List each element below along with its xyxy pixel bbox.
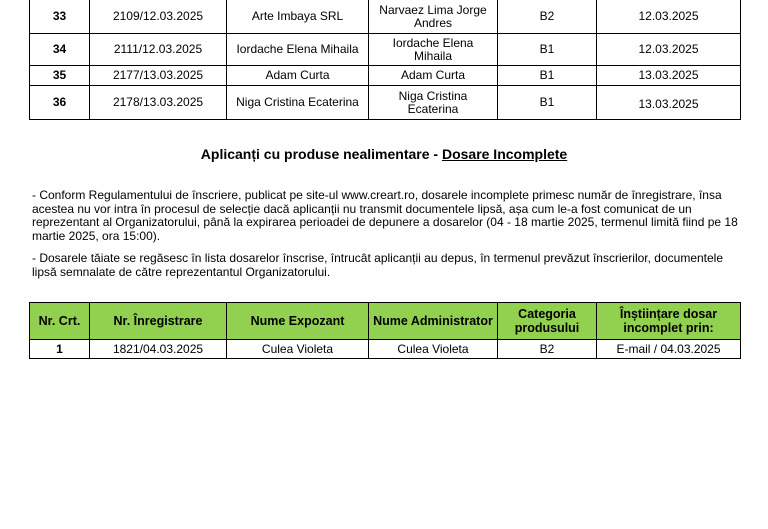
- registration-date: 12.03.2025: [597, 34, 741, 66]
- registration-number: 1821/04.03.2025: [90, 340, 227, 359]
- registered-applicants-table: [29, 0, 741, 120]
- table-row: [30, 0, 741, 34]
- header-nr: Nr. Crt.: [30, 303, 90, 340]
- header-administrator: Nume Administrator: [369, 303, 498, 340]
- registration-date: 12.03.2025: [597, 0, 741, 34]
- registration-number: 2177/13.03.2025: [90, 66, 227, 86]
- section-title-prefix: Aplicanți cu produse nealimentare -: [200, 146, 442, 162]
- table-header-row: [30, 303, 741, 340]
- product-category: B1: [498, 34, 597, 66]
- row-number: 36: [30, 86, 90, 120]
- table-row: [30, 34, 741, 66]
- exhibitor-name: Arte Imbaya SRL: [227, 0, 369, 34]
- crossed-files-paragraph: - Dosarele tăiate se regăsesc în lista dosarelor înscrise, întrucât aplicanții au depus, în termenul prevăzut înscrierilor, documentele lipsă semnalate de către reprezentantul Organizatorului.: [32, 251, 724, 279]
- registration-number: 2109/12.03.2025: [90, 0, 227, 34]
- registration-date: 13.03.2025: [597, 86, 741, 120]
- table-row: [30, 86, 741, 120]
- table-row: [30, 66, 741, 86]
- table-row: [30, 340, 741, 359]
- row-number: 33: [30, 0, 90, 34]
- exhibitor-name: Culea Violeta: [227, 340, 369, 359]
- row-number: 34: [30, 34, 90, 66]
- administrator-name: Iordache Elena Mihaila: [369, 34, 498, 66]
- section-title: [0, 146, 768, 162]
- exhibitor-name: Iordache Elena Mihaila: [227, 34, 369, 66]
- registration-number: 2111/12.03.2025: [90, 34, 227, 66]
- product-category: B2: [498, 0, 597, 34]
- exhibitor-name: Niga Cristina Ecaterina: [227, 86, 369, 120]
- header-category: Categoria produsului: [498, 303, 597, 340]
- row-number: 35: [30, 66, 90, 86]
- product-category: B1: [498, 86, 597, 120]
- row-number: 1: [30, 340, 90, 359]
- administrator-name: Narvaez Lima Jorge Andres: [369, 0, 498, 34]
- administrator-name: Adam Curta: [369, 66, 498, 86]
- administrator-name: Niga Cristina Ecaterina: [369, 86, 498, 120]
- registration-date: 13.03.2025: [597, 66, 741, 86]
- product-category: B2: [498, 340, 597, 359]
- header-registration: Nr. Înregistrare: [90, 303, 227, 340]
- incomplete-files-table: [29, 302, 741, 359]
- notification-info: E-mail / 04.03.2025: [597, 340, 741, 359]
- registration-number: 2178/13.03.2025: [90, 86, 227, 120]
- incomplete-rules-paragraph: - Conform Regulamentului de înscriere, publicat pe site-ul www.creart.ro, dosarele incomplete primesc număr de înregistrare, însa acestea nu vor intra în procesul de selecție dacă aplicanții nu transmit documentele lipsă, așa cum le-a fost comunicat de un reprezentant al Organizatorului, până la expirarea perioadei de depunere a dosarelor (04 - 18 martie 2025, termenul limită fiind pe 18 martie 2025, ora 15:00).: [32, 188, 738, 243]
- header-notification: Înștiințare dosar incomplet prin:: [597, 303, 741, 340]
- header-exhibitor: Nume Expozant: [227, 303, 369, 340]
- section-title-underlined: Dosare Incomplete: [441, 146, 568, 162]
- exhibitor-name: Adam Curta: [227, 66, 369, 86]
- product-category: B1: [498, 66, 597, 86]
- administrator-name: Culea Violeta: [369, 340, 498, 359]
